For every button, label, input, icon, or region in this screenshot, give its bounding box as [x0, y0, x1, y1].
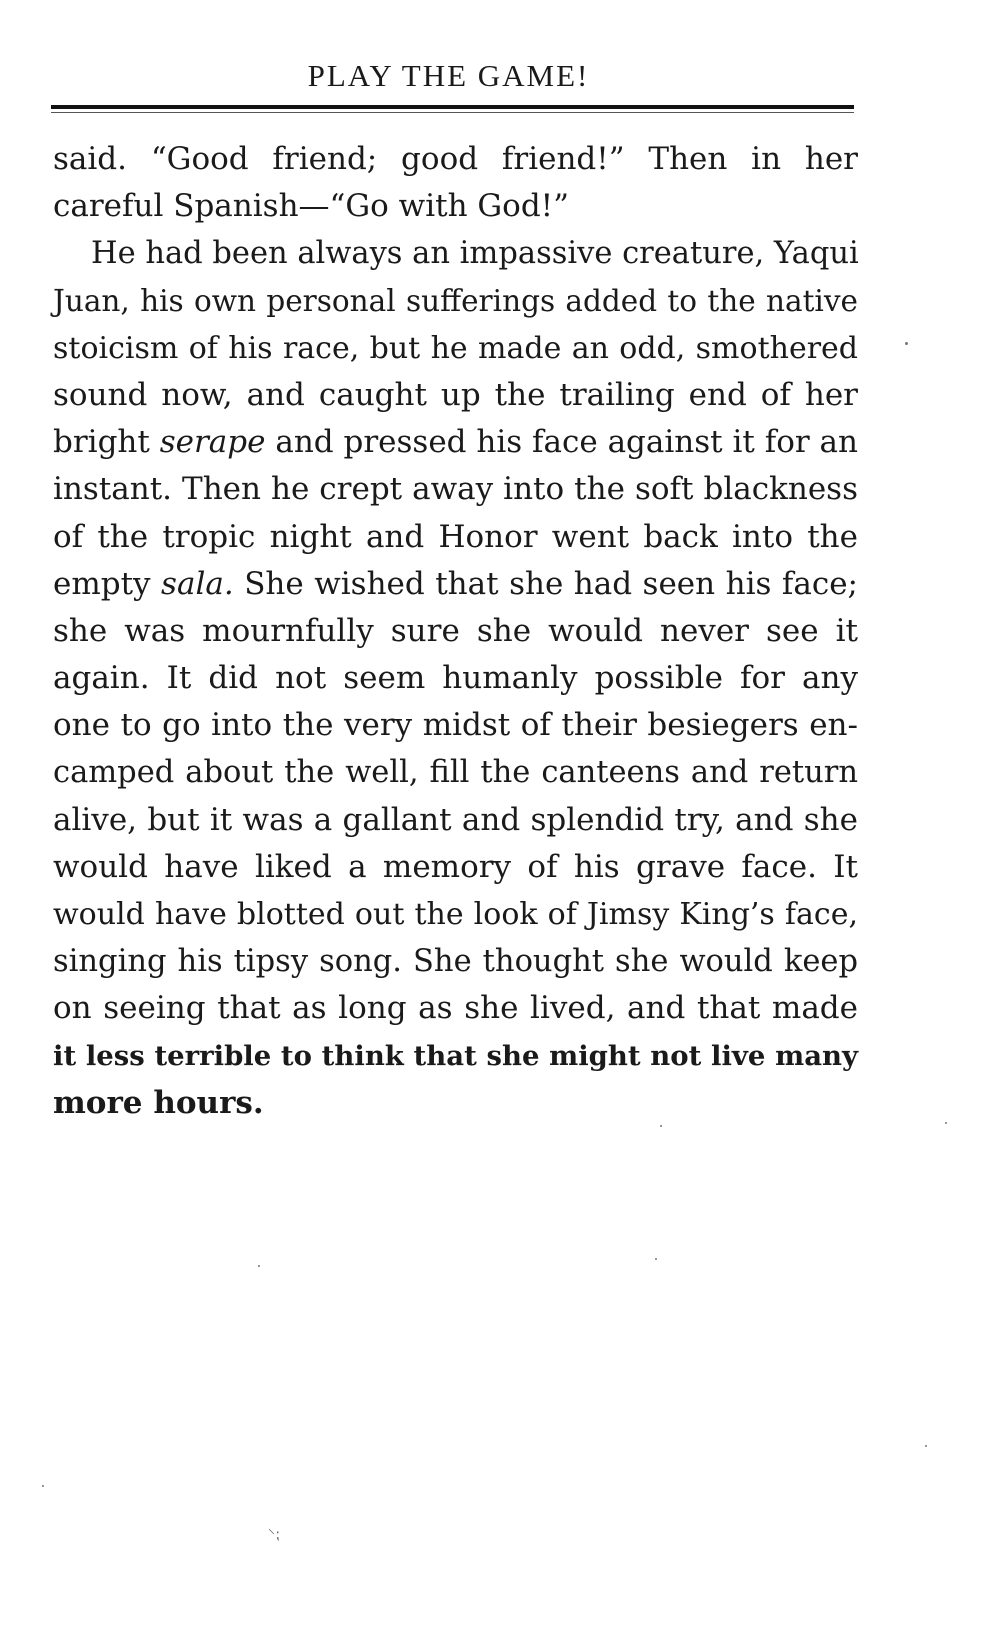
text-line — [53, 325, 858, 372]
text-run: Juan, his own personal sufferings added to the native — [53, 283, 858, 318]
text-run: it less terrible to think that she might not live many — [53, 1039, 858, 1072]
text-line — [53, 561, 858, 608]
text-run: empty — [53, 565, 162, 602]
text-line — [53, 372, 858, 419]
text-line — [53, 278, 858, 325]
text-line — [53, 891, 858, 938]
text-run: careful Spanish—“Go with God!” — [53, 188, 569, 225]
italic-word: sala. — [161, 565, 234, 602]
text-run: bright — [53, 424, 160, 461]
text-line — [53, 844, 858, 891]
text-line — [53, 797, 858, 844]
italic-word: serape — [159, 424, 266, 461]
text-line — [53, 419, 858, 466]
text-run: she was mournfully sure she would never see it — [53, 612, 858, 649]
text-run: again. It did not seem humanly possible for any — [53, 660, 858, 697]
ink-speck — [660, 1125, 662, 1127]
body-text — [53, 136, 858, 1127]
text-run: singing his tipsy song. She thought she would keep — [53, 944, 858, 980]
ink-speck — [655, 1258, 657, 1260]
text-line — [53, 655, 858, 702]
running-head: PLAY THE GAME! — [307, 58, 590, 93]
header-rule-thin — [51, 112, 854, 113]
text-run: of the tropic night and Honor went back into the — [53, 518, 858, 555]
text-run: sound now, and caught up the trailing end of her — [53, 376, 858, 413]
text-run: one to go into the very midst of their besiegers en- — [53, 707, 858, 744]
ink-speck — [42, 1485, 44, 1487]
text-run: more hours. — [53, 1084, 264, 1121]
text-run: She wished that she had seen his face; — [233, 565, 858, 602]
text-line — [53, 466, 858, 513]
text-run: instant. Then he crept away into the soft blackness — [53, 471, 858, 508]
text-run: on seeing that as long as she lived, and that made — [53, 990, 858, 1027]
ink-speck — [945, 1122, 947, 1124]
text-run: said. “Good friend; good friend!” Then in her — [53, 141, 858, 177]
text-line — [53, 230, 858, 277]
ink-speck — [258, 1265, 260, 1267]
text-run: alive, but it was a gallant and splendid try, and she — [53, 801, 858, 838]
ink-speck — [905, 342, 908, 345]
text-line — [53, 749, 858, 796]
text-line — [53, 183, 858, 230]
text-line — [53, 136, 858, 183]
text-run: stoicism of his race, but he made an odd, smothered — [53, 330, 858, 366]
text-line — [53, 1080, 858, 1127]
text-line — [53, 608, 858, 655]
text-run: would have blotted out the look of Jimsy King’s face, — [53, 897, 858, 932]
text-line — [53, 514, 858, 561]
text-line — [53, 702, 858, 749]
header-rule — [51, 105, 854, 109]
ink-smudge: ⸌⁏ — [268, 1527, 280, 1543]
text-run: He had been always an impassive creature, Yaqui — [91, 236, 859, 272]
text-run: camped about the well, fill the canteens and return — [53, 755, 858, 791]
ink-speck — [925, 1445, 927, 1447]
text-line — [53, 985, 858, 1032]
text-line — [53, 938, 858, 985]
text-run: would have liked a memory of his grave face. It — [53, 848, 858, 885]
text-line — [53, 1033, 858, 1080]
text-run: and pressed his face against it for an — [265, 424, 859, 461]
